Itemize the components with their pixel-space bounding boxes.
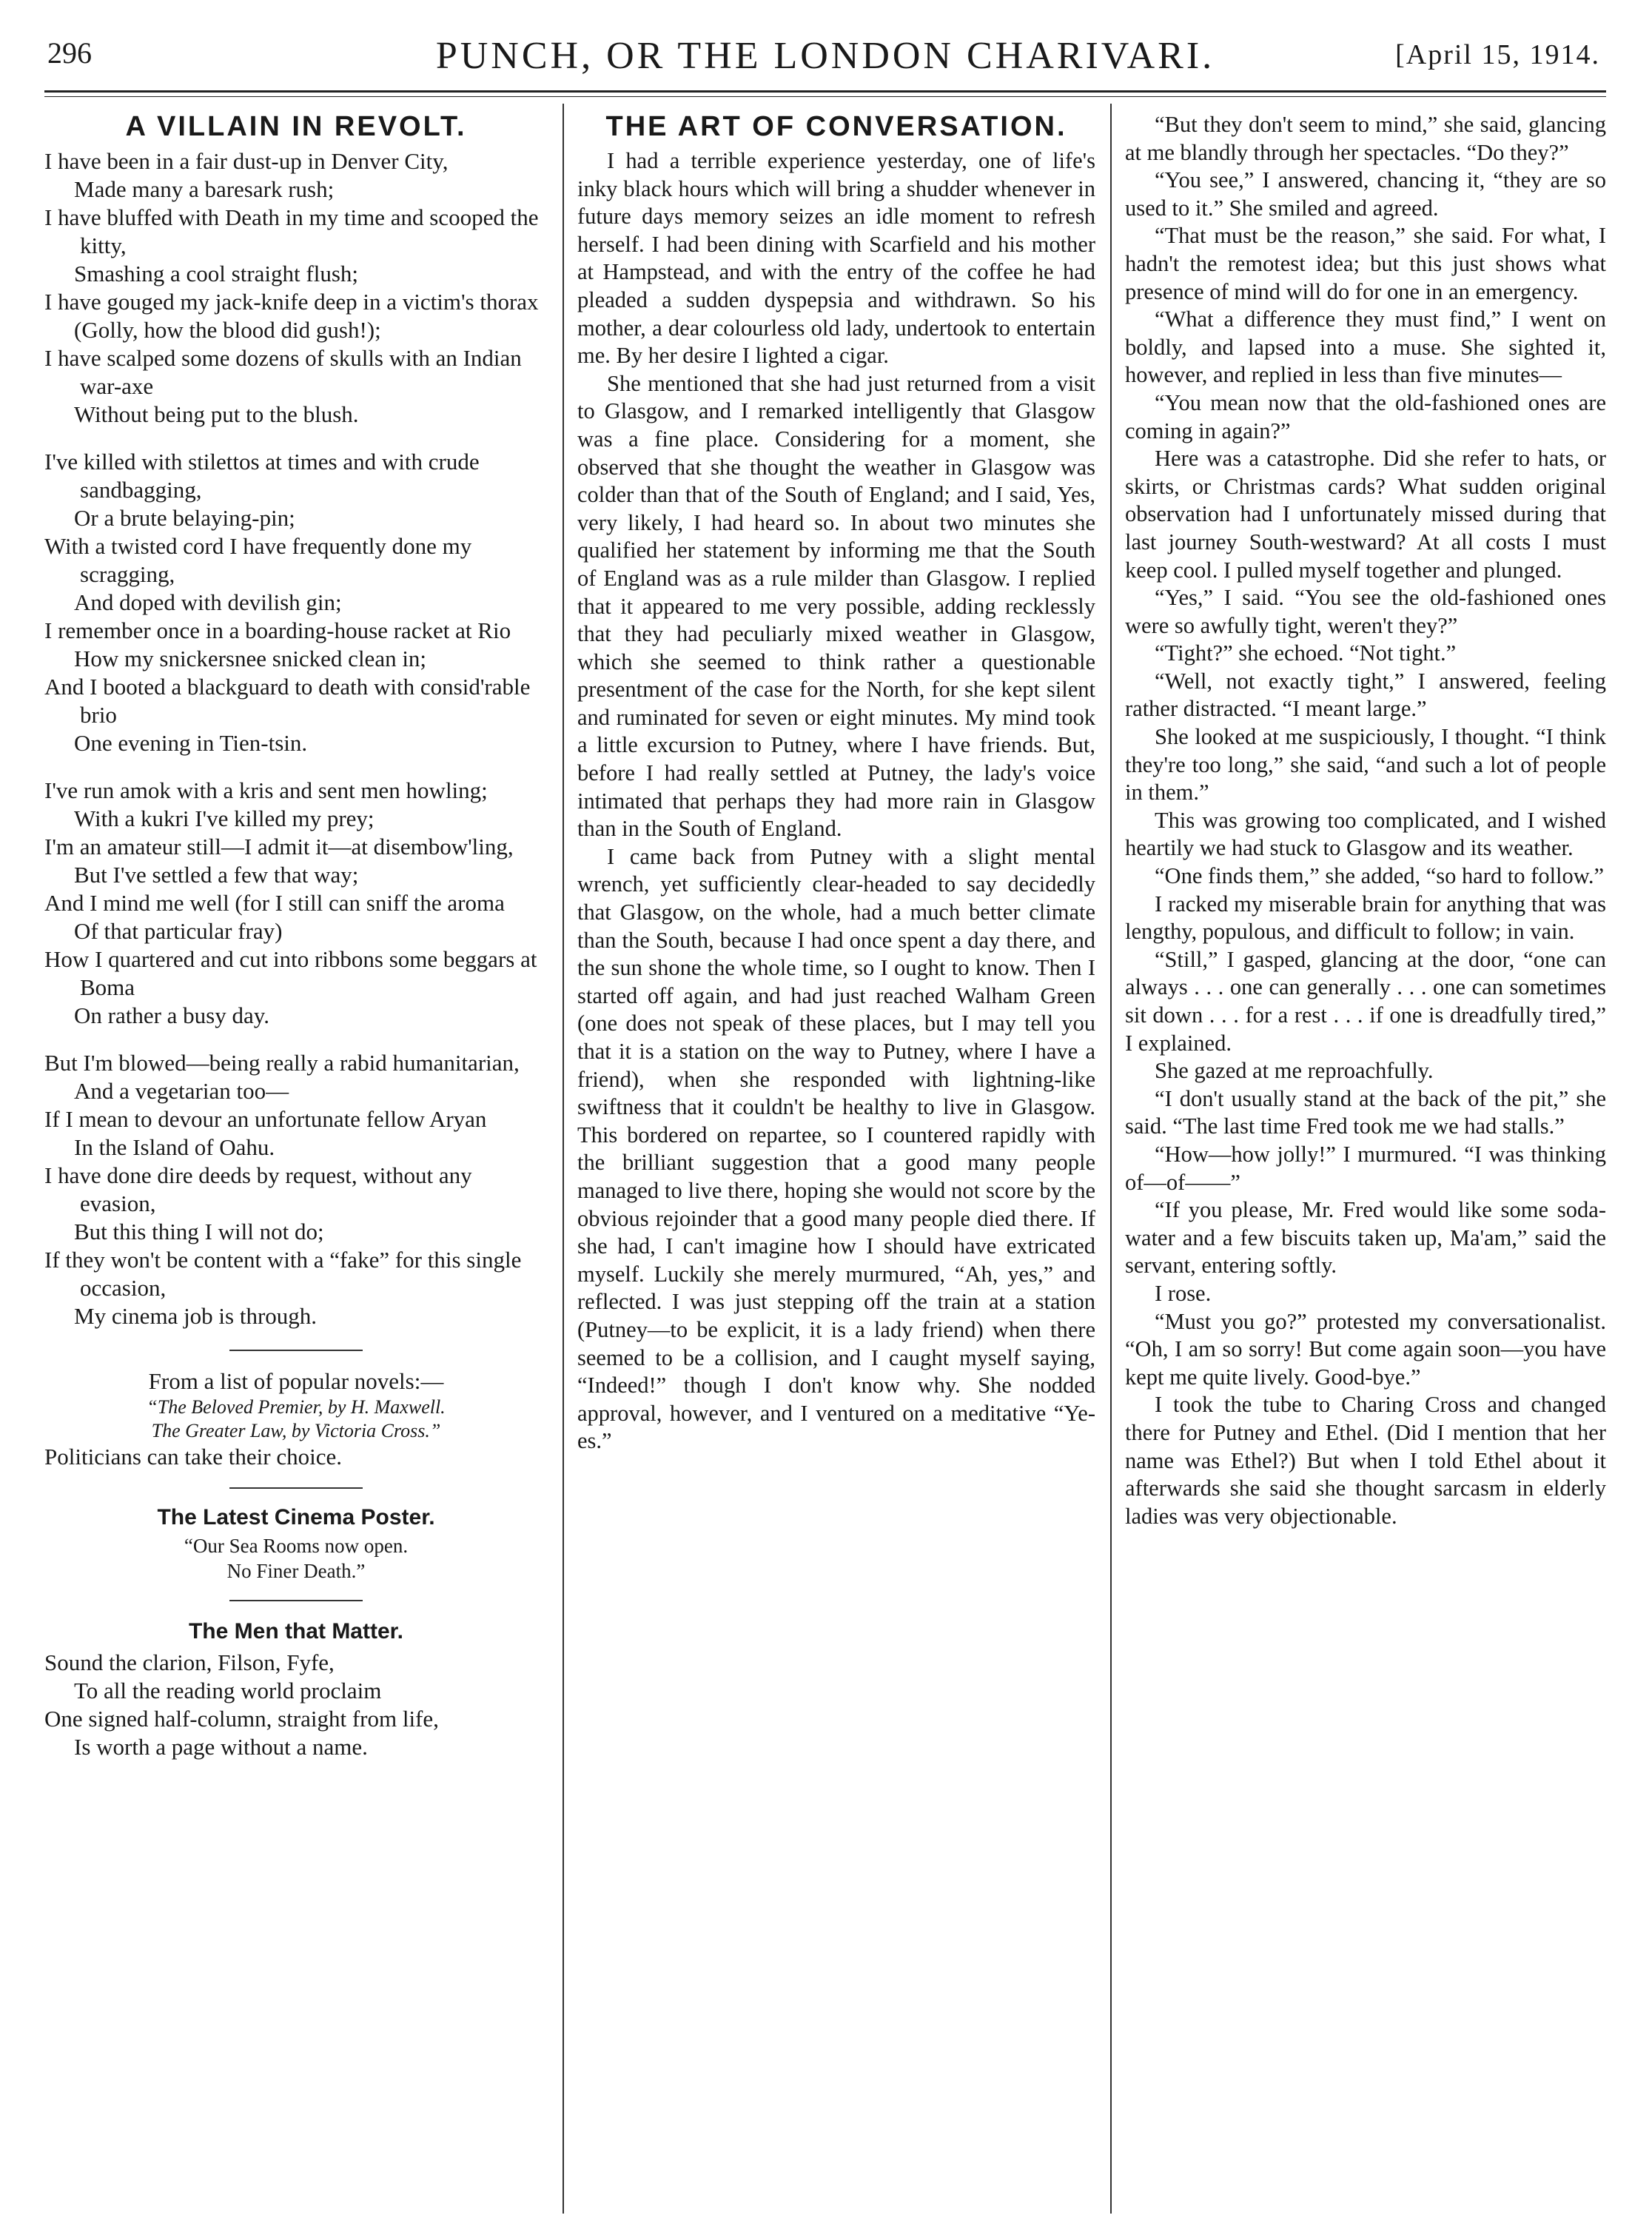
article-paragraph: She gazed at me reproachfully. — [1155, 1058, 1434, 1084]
poem-line: I'm an amateur still—I admit it—at disembow'ling, — [44, 834, 514, 860]
poem-title: A VILLAIN IN REVOLT. — [125, 111, 467, 142]
poem-line: I have gouged my jack-knife deep in a victim's thorax — [44, 289, 539, 315]
poem-line: I have scalped some dozens of skulls with an Indian war-axe — [44, 345, 522, 399]
article-paragraph: “That must be the reason,” she said. For what, I hadn't the remotest idea; but this just shows what presence of mind will do for one in an emergency. — [1125, 223, 1606, 304]
article-paragraph: I racked my miserable brain for anything that was lengthy, populous, and difficult to follow; in vain. — [1125, 891, 1606, 945]
poem-line: To all the reading world proclaim — [74, 1678, 382, 1703]
poem-line: My cinema job is through. — [74, 1303, 318, 1329]
issue-date: [April 15, 1914. — [1395, 39, 1600, 70]
novels-note-intro: From a list of popular novels:— — [148, 1368, 444, 1394]
page-number: 296 — [47, 36, 92, 70]
poem-line: Made many a baresark rush; — [74, 176, 335, 202]
poem-line: And a vegetarian too— — [74, 1078, 289, 1104]
article-body — [577, 147, 1095, 1455]
poem-line: If I mean to devour an unfortunate fellow Aryan — [44, 1106, 487, 1132]
column-left — [44, 111, 548, 2214]
article-paragraph: She mentioned that she had just returned from a visit to Glasgow, and I remarked intelligently that Glasgow was a fine place. Considering for a moment, she observed that she thought the weather in Glasgow was colder than that of the South of England; and I said, Yes, very likely, I had heard so. In about two minutes she qualified her statement by informing me that the South of England was as a rule milder than Glasgow. I replied that it appeared to me very possible, adding recklessly that they had peculiarly mixed weather in Glasgow, which she seemed to think rather a questionable presentment of the case for the North, for she kept silent and ruminated for seven or eight minutes. My mind took a little excursion to Putney, where I have friends. But, before I had really settled at Putney, the lady's voice intimated that perhaps they had more rain in Glasgow than in the South of England. — [577, 370, 1095, 842]
poem-line: Of that particular fray) — [74, 918, 283, 944]
poem-line: But I'm blowed—being really a rabid humanitarian, — [44, 1050, 520, 1076]
poem-line: (Golly, how the blood did gush!); — [74, 317, 381, 343]
poem-line: And I booted a blackguard to death with consid'rable brio — [44, 674, 531, 728]
poem-line: How I quartered and cut into ribbons some beggars at Boma — [44, 946, 537, 1000]
novels-note-line: “The Beloved Premier, by H. Maxwell. — [147, 1396, 446, 1418]
men-that-matter-title: The Men that Matter. — [188, 1619, 404, 1644]
article-paragraph: I had a terrible experience yesterday, one of life's inky black hours which will bring a shudder whenever in future days memory seizes an idle moment to refresh herself. I had been dining with Scarfield and his mother at Hampstead, and with the entry of the coffee he had pleaded a sudden dyspepsia and withdrawn. So his mother, a dear colourless old lady, undertook to entertain me. By her desire I lighted a cigar. — [577, 148, 1095, 369]
article-paragraph: “Yes,” I said. “You see the old-fashioned ones were so awfully tight, weren't they?” — [1125, 585, 1606, 638]
poem-line: And I mind me well (for I still can sniff the aroma — [44, 890, 505, 916]
section-separator — [229, 1600, 363, 1601]
article-paragraph: “What a difference they must find,” I went on boldly, and lapsed into a muse. She sighted it, however, and replied in less than five minutes— — [1125, 306, 1606, 388]
poem-line: Without being put to the blush. — [74, 401, 359, 427]
poem-line: With a kukri I've killed my prey; — [74, 805, 375, 831]
cinema-poster-line: No Finer Death.” — [226, 1560, 366, 1582]
article-paragraph: “You see,” I answered, chancing it, “they are so used to it.” She smiled and agreed. — [1125, 167, 1606, 221]
poem-line: Smashing a cool straight flush; — [74, 261, 359, 287]
poem-villain-in-revolt — [44, 147, 548, 1330]
cinema-poster-title: The Latest Cinema Poster. — [157, 1505, 435, 1530]
novels-note — [44, 1367, 548, 1471]
article-paragraph: “But they don't seem to mind,” she said, glancing at me blandly through her spectacles. “Do they?” — [1125, 112, 1606, 165]
article-paragraph: “Still,” I gasped, glancing at the door, “one can always . . . one can generally . . . one can sometimes sit down . . . for a rest . . . if one is dreadfully tired,” I explained. — [1125, 946, 1606, 1056]
article-paragraph: “How—how jolly!” I murmured. “I was thinking of—of——” — [1125, 1141, 1606, 1195]
article-paragraph: This was growing too complicated, and I wished heartily we had stuck to Glasgow and its weather. — [1125, 807, 1606, 861]
section-separator — [229, 1350, 363, 1351]
article-paragraph: “If you please, Mr. Fred would like some soda-water and a few biscuits taken up, Ma'am,” said the servant, entering softly. — [1125, 1197, 1606, 1279]
novels-note-outro: Politicians can take their choice. — [44, 1444, 342, 1470]
cinema-poster-note — [44, 1505, 548, 1584]
stanza — [44, 1049, 548, 1330]
poem-line: Is worth a page without a name. — [74, 1734, 368, 1760]
article-paragraph: I took the tube to Charing Cross and changed there for Putney and Ethel. (Did I mention that her name was Ethel?) But when I told Ethel about it afterwards she said she thought sarcasm in elderly ladies was very objectionable. — [1125, 1392, 1606, 1529]
poem-line: I have been in a fair dust-up in Denver City, — [44, 148, 449, 174]
poem-line: With a twisted cord I have frequently done my scragging, — [44, 533, 472, 587]
article-title: THE ART OF CONVERSATION. — [605, 111, 1067, 142]
poem-line: One evening in Tien-tsin. — [74, 730, 308, 756]
masthead-rule — [44, 90, 1606, 93]
masthead — [44, 30, 1606, 89]
poem-line: But I've settled a few that way; — [74, 862, 359, 888]
masthead-rule-thin — [44, 96, 1606, 97]
column-divider — [563, 104, 564, 2214]
cinema-poster-line: “Our Sea Rooms now open. — [184, 1535, 409, 1557]
poem-line: I have done dire deeds by request, without any evasion, — [44, 1162, 472, 1216]
poem-line: I remember once in a boarding-house racket at Rio — [44, 617, 511, 643]
poem-line: Or a brute belaying-pin; — [74, 505, 295, 531]
article-paragraph: “Well, not exactly tight,” I answered, feeling rather distracted. “I meant large.” — [1125, 668, 1606, 722]
poem-line: If they won't be content with a “fake” for this single occasion, — [44, 1247, 522, 1301]
article-paragraph: I came back from Putney with a slight mental wrench, yet sufficiently clear-headed to say decidedly that Glasgow, on the whole, had a much better climate than the South, because I had once spent a day there, and the sun shone the whole time, so I ought to know. Then I started off again, and had just reached Walham Green (one does not speak of these places, but I may tell you that it is a station on the way to Putney, where I have a friend), when she responded with lightning-like swiftness that it couldn't be healthy to live in Glasgow. This bordered on repartee, so I countered rapidly with the brilliant suggestion that a good many people managed to live there, hoping she would not score by the obvious rejoinder that a good many people died there. If she had, I can't imagine how I should have extricated myself. Luckily she merely murmured, “Ah, yes,” and reflected. I was just stepping off the train at a station (Putney—to be explicit, it is a lady friend) when there seemed to be a collision, and I caught myself saying, “Indeed!” though I don't know why. She nodded approval, however, and I ventured on a meditative “Ye-es.” — [577, 843, 1095, 1454]
section-separator — [229, 1487, 363, 1489]
article-paragraph: She looked at me suspiciously, I thought. “I think they're too long,” she said, “and such a lot of people in them.” — [1125, 724, 1606, 805]
poem-line: I have bluffed with Death in my time and scooped the kitty, — [44, 204, 539, 258]
publication-title: PUNCH, OR THE LONDON CHARIVARI. — [435, 35, 1215, 77]
article-paragraph: “Must you go?” protested my conversationalist. “Oh, I am so sorry! But come again soon—you have kept me quite lively. Good-bye.” — [1125, 1308, 1606, 1390]
poem-line: In the Island of Oahu. — [74, 1134, 275, 1160]
poem-line: And doped with devilish gin; — [74, 589, 342, 615]
column-middle — [577, 111, 1095, 2214]
poem-line: How my snickersnee snicked clean in; — [74, 646, 427, 671]
column-right — [1125, 111, 1606, 2214]
stanza — [44, 448, 548, 757]
stanza — [44, 777, 548, 1030]
article-paragraph: “Tight?” she echoed. “Not tight.” — [1155, 640, 1457, 666]
article-paragraph: “You mean now that the old-fashioned ones are coming in again?” — [1125, 389, 1606, 443]
stanza — [44, 147, 548, 429]
poem-line: On rather a busy day. — [74, 1002, 269, 1028]
poem-line: I've killed with stilettos at times and with crude sandbagging, — [44, 449, 480, 503]
men-that-matter — [44, 1618, 548, 1761]
poem-line: But this thing I will not do; — [74, 1219, 324, 1244]
article-paragraph: I rose. — [1155, 1280, 1212, 1306]
newspaper-page — [44, 30, 1606, 2214]
poem-line: I've run amok with a kris and sent men howling; — [44, 777, 488, 803]
article-paragraph: Here was a catastrophe. Did she refer to hats, or skirts, or Christmas cards? What sudden original observation had I unfortunately missed during that last journey South-westward? At all costs I must keep cool. I pulled myself together and plunged. — [1125, 446, 1606, 583]
article-paragraph: “I don't usually stand at the back of the pit,” she said. “The last time Fred took me we had stalls.” — [1125, 1085, 1606, 1139]
poem-line: One signed half-column, straight from life, — [44, 1706, 439, 1732]
article-paragraph: “One finds them,” she added, “so hard to follow.” — [1155, 863, 1604, 889]
article-body-continued — [1125, 111, 1606, 1530]
poem-line: Sound the clarion, Filson, Fyfe, — [44, 1649, 335, 1675]
novels-note-line: The Greater Law, by Victoria Cross.” — [151, 1420, 441, 1441]
column-divider — [1110, 104, 1112, 2214]
